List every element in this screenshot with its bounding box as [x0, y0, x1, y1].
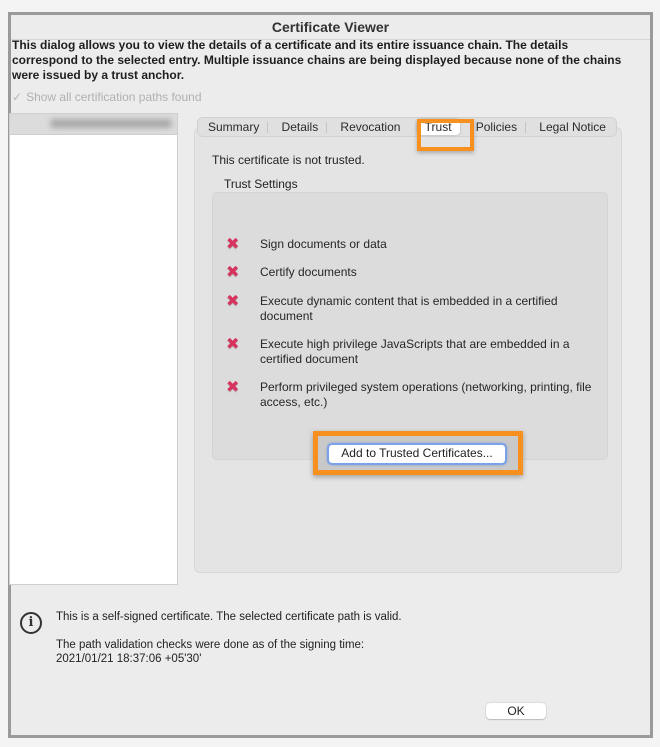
red-x-icon: ✖ — [226, 293, 240, 310]
trust-settings-heading: Trust Settings — [224, 177, 298, 191]
tab-summary[interactable]: Summary — [202, 118, 265, 136]
show-all-paths-checkbox[interactable] — [12, 90, 202, 104]
permission-item — [226, 294, 595, 324]
permission-label: Sign documents or data — [260, 237, 387, 251]
tab-bar — [197, 117, 617, 137]
tab-policies[interactable]: Policies — [470, 118, 523, 136]
red-x-icon: ✖ — [226, 264, 240, 281]
permission-label: Execute high privilege JavaScripts that are embedded in a certified document — [260, 337, 570, 366]
permission-item — [226, 380, 595, 410]
redacted-certificate-name — [50, 119, 172, 128]
permission-item — [226, 237, 595, 252]
red-x-icon: ✖ — [226, 236, 240, 253]
ok-button[interactable]: OK — [486, 703, 546, 719]
show-all-paths-label: Show all certification paths found — [26, 90, 202, 104]
red-x-icon: ✖ — [226, 336, 240, 353]
trust-settings-box — [212, 192, 608, 460]
checkmark-icon: ✓ — [12, 90, 23, 104]
signing-timestamp: 2021/01/21 18:37:06 +05'30' — [56, 653, 202, 665]
permission-label: Perform privileged system operations (networking, printing, file access, etc.) — [260, 380, 592, 409]
permission-item — [226, 337, 595, 367]
tab-legal-notice[interactable]: Legal Notice — [539, 120, 606, 134]
validation-time-text: The path validation checks were done as of the signing time: — [56, 639, 365, 651]
tab-details[interactable]: Details — [276, 118, 325, 136]
path-list-header[interactable] — [10, 114, 177, 135]
self-signed-text: This is a self-signed certificate. The selected certificate path is valid. — [56, 611, 402, 623]
add-trusted-highlight — [313, 431, 523, 475]
add-to-trusted-certificates-button[interactable]: Add to Trusted Certificates... — [327, 443, 507, 465]
permission-label: Certify documents — [260, 265, 357, 279]
tab-revocation[interactable]: Revocation — [340, 120, 401, 134]
intro-text: This dialog allows you to view the details of a certificate and its entire issuance chain. The details correspond to the selected entry. Multiple issuance chains are being displayed because none of the chains were issued by a trust anchor. — [12, 38, 622, 82]
certification-path-list[interactable] — [9, 113, 178, 585]
trust-status-text: This certificate is not trusted. — [212, 153, 365, 167]
validation-info — [56, 610, 402, 666]
permission-item — [226, 265, 595, 280]
info-icon: i — [20, 612, 42, 634]
permission-label: Execute dynamic content that is embedded in a certified document — [260, 294, 558, 323]
window-title: Certificate Viewer — [11, 15, 650, 40]
red-x-icon: ✖ — [226, 379, 240, 396]
tab-trust[interactable]: Trust — [417, 119, 460, 135]
